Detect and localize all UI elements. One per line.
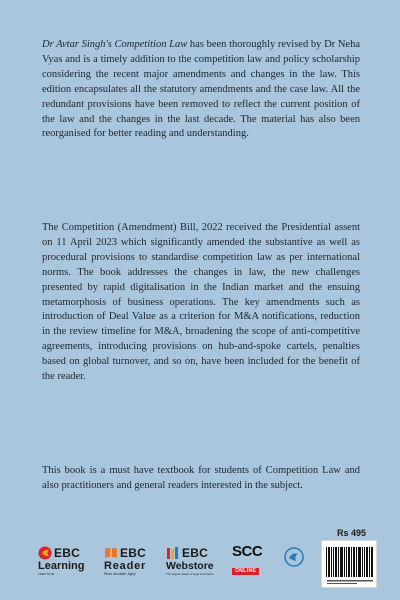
ebc-webstore-logo[interactable] bbox=[166, 546, 228, 576]
scc-online-bar: ONLINE bbox=[232, 568, 259, 575]
stacked-books-icon bbox=[166, 546, 180, 560]
swirl-circle-icon bbox=[284, 547, 304, 567]
description-paragraph-2: The Competition (Amendment) Bill, 2022 received the Presidential assent on 11 April 2023 which significantly amended the substantive as well as procedural provisions to standardise competition law as per international norms. The book addresses the changes in law, the new challenges presented by rapid digitalisation in the Indian market and the ensuing metamorphosis of business operations. The key amendments such as introduction of Deal Value as a criterion for M&A notifications, reduction in the review timeline for M&A, broadening the scope of anti-competitive agreements, introducing provisions on hub-and-spoke cartels, penalties based on global turnover, and so on, have been included for the benefit of the reader. bbox=[42, 222, 360, 383]
play-triangle-icon bbox=[38, 546, 52, 560]
ebc-learning-logo[interactable] bbox=[38, 546, 98, 576]
description-paragraph-3: This book is a must have textbook for students of Competition Law and also practitioners and general readers interested in the subject. bbox=[42, 465, 360, 491]
ebc-learning-word: Learning bbox=[38, 560, 85, 572]
ebc-learning-tag: EBC bbox=[54, 546, 80, 560]
ebc-reader-logo[interactable] bbox=[104, 546, 162, 576]
barcode bbox=[321, 540, 377, 588]
book-icon bbox=[104, 546, 118, 560]
circle-logo[interactable] bbox=[284, 547, 304, 572]
paragraph-1-text: has been thoroughly revised by Dr Neha Vyas and is a timely addition to the competition law and policy scholarship considering the recent major amendments and changes in the law. This edition encapsulates all the statutory amendments and the case law. All the redundant provisions have been removed to reflect the current position of the law and the changes in the last decade. The material has also been reorganised for better reading and understanding. bbox=[42, 39, 360, 140]
scc-online-logo[interactable] bbox=[232, 544, 278, 577]
book-title-italic: Dr Avtar Singh's Competition Law bbox=[42, 39, 188, 50]
ebc-learning-tagline: Learn to do bbox=[38, 572, 55, 576]
barcode-icon bbox=[324, 543, 376, 587]
description-paragraph-1 bbox=[42, 38, 360, 142]
ebc-reader-tagline: Read. Annotate. Apply bbox=[104, 572, 136, 576]
price-label: Rs 495 bbox=[337, 528, 367, 538]
ebc-reader-tag: EBC bbox=[120, 546, 146, 560]
ebc-reader-word: Reader bbox=[104, 560, 147, 572]
ebc-webstore-tag: EBC bbox=[182, 546, 208, 560]
scc-word: SCC bbox=[232, 543, 263, 560]
ebc-webstore-tagline: The largest retailer of legal information bbox=[166, 571, 214, 576]
ebc-webstore-word: Webstore bbox=[166, 560, 214, 572]
